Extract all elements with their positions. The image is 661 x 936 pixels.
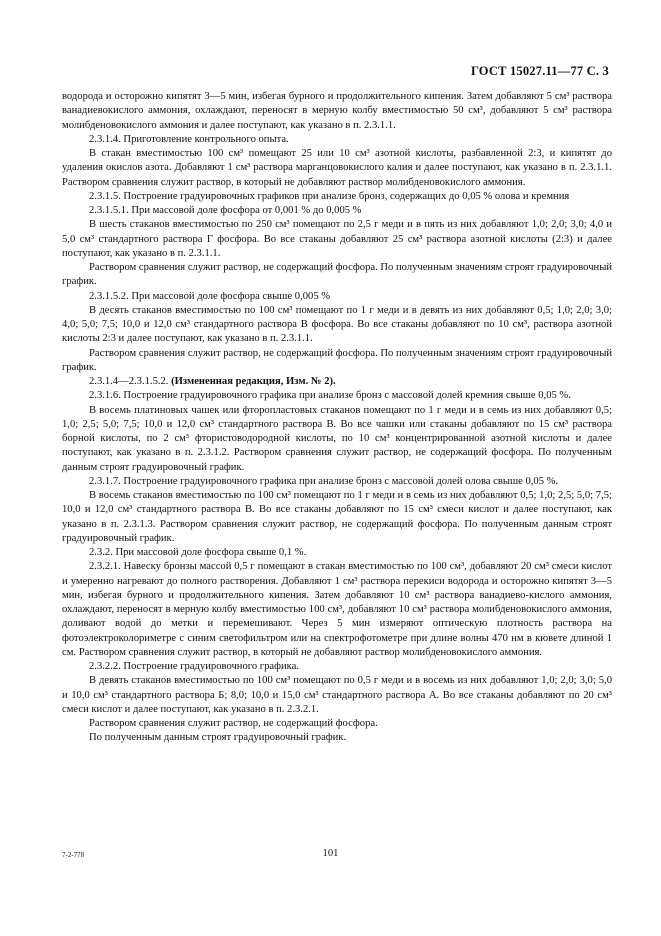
page-number: 101 xyxy=(322,848,339,859)
section-heading-2-3-1-7: 2.3.1.7. Построение градуировочного графика при анализе бронз с массовой долей олова свыше 0,05 %. xyxy=(89,475,559,487)
edition-note-range: 2.3.1.4—2.3.1.5.2. xyxy=(89,376,169,387)
section-heading-2-3-1-6: 2.3.1.6. Построение градуировочного графика при анализе бронз с массовой долей кремния свыше 0,05 %. xyxy=(89,390,571,402)
paragraph: 2.3.2.1. Навеску бронзы массой 0,5 г помещают в стакан вместимостью по 100 см³, добавляют 20 см³ смеси кислот и умеренно нагревают до полного растворения. Добавляют 1 см³ раствора перекиси водорода и осторожно кипятят 3—5 мин, избегая бурного и продолжительного кипения. Затем добавляют 10 см³ раствора ванадиево-кислого аммония, охлаждают, переносят в мерную колбу вместимостью 100 см³, добавляют 10 см³ раствора молибденовокислого аммония, доливают водой до метки и перемешивают. Через 5 мин измеряют оптическую плотность раствора на фотоэлектроколориметре с синим светофильтром или на спектрофотометре при длине волны 470 нм в кювете длиной 1 см. Раствором сравнения служит раствор, в который не добавляют раствор молибденовокислого аммония. xyxy=(62,561,612,658)
paragraph: В восемь стаканов вместимостью по 100 см³ помещают по 1 г меди и в семь из них добавляют 0,5; 1,0; 2,5; 5,0; 7,5; 10,0 и 12,0 см³ стандартного раствора В. Во все стаканы добавляют по 15 см³ смеси кислот и далее поступают, как указано в п. 2.3.1.3. Раствором сравнения служит раствор, не содержащий фосфора. По полученным данным строят градуировочный график. xyxy=(62,490,612,544)
section-heading-2-3-1-5-1: 2.3.1.5.1. При массовой доле фосфора от 0,001 % до 0,005 % xyxy=(89,205,362,216)
paragraph: По полученным данным строят градуировочный график. xyxy=(89,732,347,744)
paragraph: Раствором сравнения служит раствор, не содержащий фосфора. По полученным значениям строят градуировочный график. xyxy=(62,347,612,373)
edition-note-text: (Измененная редакция, Изм. № 2). xyxy=(171,376,336,387)
section-heading-2-3-2-2: 2.3.2.2. Построение градуировочного графика. xyxy=(89,661,299,672)
paragraph: В восемь платиновых чашек или фторопластовых стаканов помещают по 1 г меди и в семь из них добавляют 0,5; 1,0; 2,5; 5,0; 7,5; 10,0 и 12,0 см³ стандартного раствора В. Во все чашки или стаканы добавляют по 15 см³ раствора борной кислоты, по 2 см³ фтористоводородной кислоты, по 10 см³ концентрированной азотной кислоты и далее поступают, как указано в п. 2.3.1.2. Раствором сравнения служит раствор, не содержащий фосфора. По полученным данным строят градуировочный график. xyxy=(62,404,612,473)
paragraph-continuation: водорода и осторожно кипятят 3—5 мин, избегая бурного и продолжительного кипения. Затем добавляют 5 см³ раствора ванадиевокислого аммония, охлаждают, переносят в мерную колбу вместимостью 50 см³, добавляют 5 см³ раствора молибденовокислого аммония и далее поступают, как указано в п. 2.3.1.1. xyxy=(62,91,612,131)
paragraph: В стакан вместимостью 100 см³ помещают 25 или 10 см³ азотной кислоты, разбавленной 2:3, и кипятят до удаления окислов азота. Добавляют 1 см³ раствора марганцовокислого калия и далее поступают, как указано в п. 2.3.1.1. Раствором сравнения служит раствор, в который не добавляют раствор молибденовокислого аммония. xyxy=(62,148,612,188)
paragraph: В шесть стаканов вместимостью по 250 см³ помещают по 2,5 г меди и в пять из них добавляют 1,0; 2,0; 3,0; 4,0 и 5,0 см³ стандартного раствора Г фосфора. Во все стаканы добавляют 25 см³ раствора азотной кислоты (2:3) и далее поступают, как указано в п. 2.3.1.1. xyxy=(62,219,612,259)
paragraph: Раствором сравнения служит раствор, не содержащий фосфора. По полученным значениям строят градуировочный график. xyxy=(62,262,612,288)
section-heading-2-3-2: 2.3.2. При массовой доле фосфора свыше 0,1 %. xyxy=(89,547,307,558)
print-code: 7-2-778 xyxy=(62,851,85,859)
section-heading-2-3-1-4: 2.3.1.4. Приготовление контрольного опыта. xyxy=(89,133,289,145)
page-header: ГОСТ 15027.11—77 С. 3 xyxy=(470,64,609,78)
document-body xyxy=(62,90,612,746)
section-heading-2-3-1-5-2: 2.3.1.5.2. При массовой доле фосфора свыше 0,005 % xyxy=(89,290,331,302)
edition-note xyxy=(62,375,612,389)
section-heading-2-3-1-5: 2.3.1.5. Построение градуировочных графиков при анализе бронз, содержащих до 0,05 % олова и кремния xyxy=(89,190,570,202)
paragraph: В десять стаканов вместимостью по 100 см³ помещают по 1 г меди и в девять из них добавляют 0,5; 1,0; 2,0; 3,0; 4,0; 5,0; 7,5; 10,0 и 12,0 см³ стандартного раствора В фосфора. Во все стаканы добавляют по 10 см³, раствора азотной кислоты 2:3 и далее поступают, как указано в п. 2.3.1.1. xyxy=(62,304,612,345)
paragraph: Раствором сравнения служит раствор, не содержащий фосфора. xyxy=(89,718,378,729)
paragraph: В девять стаканов вместимостью по 100 см³ помещают по 0,5 г меди и в восемь из них добавляют 1,0; 2,0; 3,0; 5,0 и 10,0 см³ стандартного раствора Б; 8,0; 10,0 и 15,0 см³ стандартного раствора А. Во все стаканы добавляют по 20 см³ смеси кислот и далее поступают, как указано в п. 2.3.2.1. xyxy=(62,675,612,715)
